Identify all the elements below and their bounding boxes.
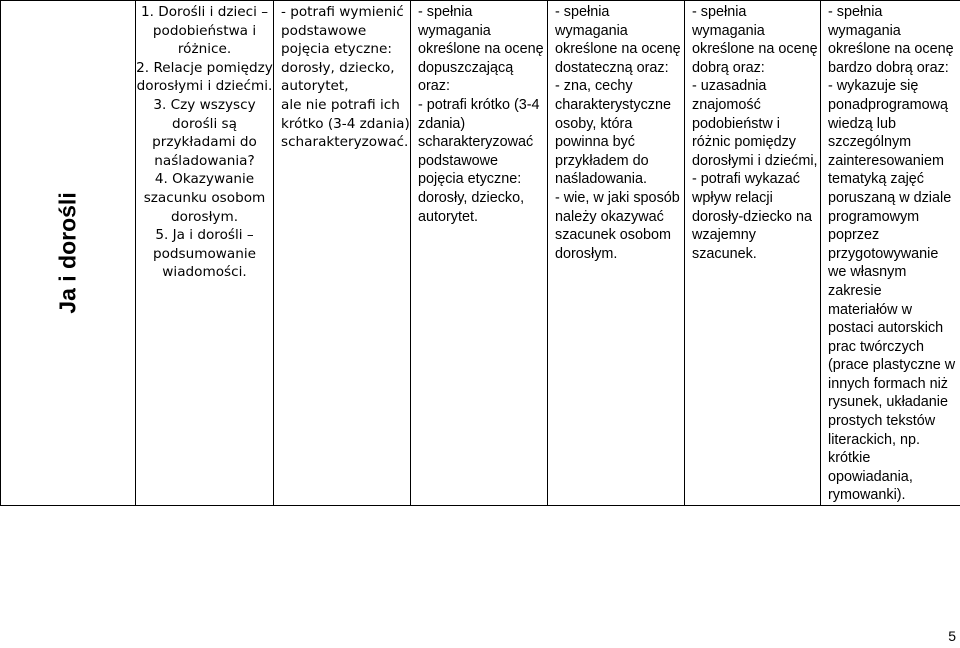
grade-5-requirements: - spełnia wymagania określone na ocenę dobrą oraz: - uzasadnia znajomość podobieństw i różnic pomiędzy dorosłymi i dziećmi, - potrafi wykazać wpływ relacji dorosły-dziecko na wzajemny szacunek.	[692, 4, 818, 262]
page-number: 5	[948, 628, 956, 644]
grade-4-cell	[548, 1, 685, 506]
grade-4-requirements: - spełnia wymagania określone na ocenę dostateczną oraz: - zna, cechy charakterystyczne osoby, która powinna być przykładem do naśladowania. - wie, w jaki sposób należy okazywać szacunek osobom dorosłym.	[555, 4, 681, 262]
table-row	[1, 1, 960, 506]
grade-2-cell	[274, 1, 411, 506]
row-title-cell	[1, 1, 136, 506]
grade-6-requirements: - spełnia wymagania określone na ocenę bardzo dobrą oraz: - wykazuje się ponadprogramową wiedzą lub szczególnym zainteresowaniem tematyką zajęć poruszaną w dziale programowym poprzez przygotowywanie we własnym zakresie materiałów w postaci autorskich prac twórczych (prace plastyczne w innych formach niż rysunek, układanie prostych tekstów literackich, np. krótkie opowiadania, rymowanki).	[828, 4, 956, 504]
grade-3-requirements: - spełnia wymagania określone na ocenę dopuszczającą oraz: - potrafi krótko (3-4 zdania) scharakteryzować podstawowe pojęcia etyczne: dorosły, dziecko, autorytet.	[418, 4, 544, 225]
grade-6-cell	[821, 1, 960, 506]
topics-list: 1. Dorośli i dzieci – podobieństwa i różnice. 2. Relacje pomiędzy dorosłymi i dziećmi. 3. Czy wszyscy dorośli są przykładami do naśladowania? 4. Okazywanie szacunku osobom dorosłym. 5. Ja i dorośli – podsumowanie wiadomości.	[136, 4, 273, 281]
row-title: Ja i dorośli	[54, 192, 81, 314]
topics-cell	[136, 1, 274, 506]
grade-5-cell	[685, 1, 821, 506]
grade-3-cell	[411, 1, 548, 506]
grade-2-requirements: - potrafi wymienić podstawowe pojęcia etyczne: dorosły, dziecko, autorytet, ale nie potrafi ich krótko (3-4 zdania) scharakteryzować.	[281, 4, 410, 151]
